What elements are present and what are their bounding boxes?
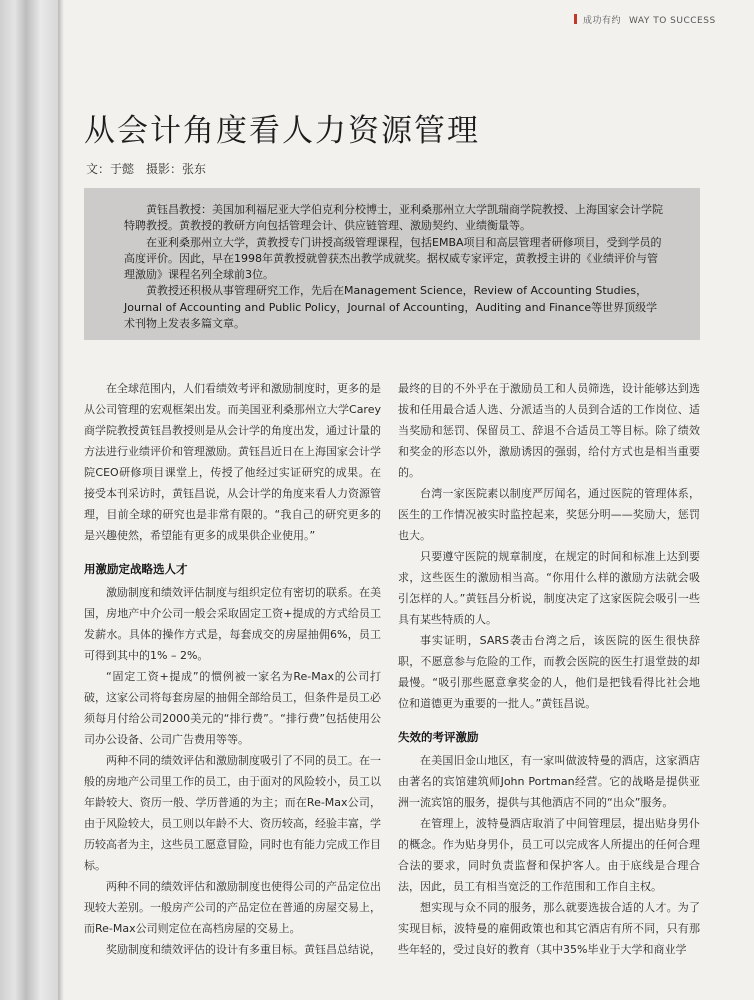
body-paragraph: 在管理上，波特曼酒店取消了中间管理层，提出贴身男仆的概念。作为贴身男仆，员工可以完成客人所提出的任何合理合法的要求，同时负责监督和保护客人。由于底线是合理合法，因此，员工有相当宽泛的工作范围和工作自主权。 [398, 817, 700, 893]
page-fold [58, 0, 64, 1000]
bio-paragraph: 黄教授还积极从事管理研究工作，先后在Management Science，Review of Accounting Studies，Journal of Accounting and Public Policy，Journal of Accounting，Auditing and Finance等世界顶级学术刊物上发表多篇文章。 [124, 284, 658, 331]
section-name-en: WAY TO SUCCESS [629, 16, 716, 26]
author-bio-box [84, 188, 700, 340]
section-name-cn: 成功有约 [583, 16, 622, 26]
body-paragraph: “固定工资+提成”的惯例被一家名为Re-Max的公司打破，这家公司将每套房屋的抽佣全部给员工，但条件是员工必须每月付给公司2000美元的“排行费”。“排行费”包括使用公司办公设备、公司广告费用等等。 [84, 670, 381, 746]
bio-paragraph: 黄钰昌教授：美国加利福尼亚大学伯克利分校博士，亚利桑那州立大学凯瑞商学院教授、上海国家会计学院特聘教授。黄教授的教研方向包括管理会计、供应链管理、激励契约、业绩衡量等。 [124, 203, 663, 233]
body-paragraph: 只要遵守医院的规章制度，在规定的时间和标准上达到要求，这些医生的激励相当高。“你用什么样的激励方法就会吸引怎样的人。”黄钰昌分析说，制度决定了这家医院会吸引一些具有某些特质的人。 [398, 550, 700, 626]
body-paragraph: 最终的目的不外乎在于激励员工和人员筛选，设计能够达到选拔和任用最合适人选、分派适当的人员到合适的工作岗位、适当奖励和惩罚、保留员工、辞退不合适员工等目标。除了绩效和奖金的形态以外，激励诱因的强弱，给付方式也是相当重要的。 [398, 382, 700, 479]
section-heading: 失效的考评激励 [398, 730, 479, 744]
body-paragraph: 激励制度和绩效评估制度与组织定位有密切的联系。在美国，房地产中介公司一般会采取固定工资+提成的方式给员工发薪水。具体的操作方式是，每套成交的房屋抽佣6%，员工可得到其中的1% – 2%。 [84, 586, 381, 662]
section-marker-bar [574, 14, 577, 24]
body-paragraph: 奖励制度和绩效评估的设计有多重目标。黄钰昌总结说， [106, 943, 381, 956]
byline [86, 160, 218, 177]
body-paragraph: 想实现与众不同的服务，那么就要选拔合适的人才。为了实现目标，波特曼的雇佣政策也和其它酒店有所不同，只有那些年轻的，受过良好的教育（其中35%毕业于大学和商业学 [398, 901, 700, 956]
article-title: 从会计角度看人力资源管理 [84, 113, 480, 149]
photographer: 摄影：张东 [146, 162, 207, 176]
body-paragraph: 在美国旧金山地区，有一家叫做波特曼的酒店，这家酒店由著名的宾馆建筑师John Portman经营。它的战略是提供亚洲一流宾馆的服务，提供与其他酒店不同的“出众”服务。 [398, 754, 700, 809]
section-header [574, 13, 716, 26]
right-column [398, 378, 700, 960]
left-column [84, 378, 381, 960]
body-paragraph: 两种不同的绩效评估和激励制度也使得公司的产品定位出现较大差别。一般房产公司的产品定位在普通的房屋交易上，而Re-Max公司则定位在高档房屋的交易上。 [84, 880, 381, 935]
bio-paragraph: 在亚利桑那州立大学，黄教授专门讲授高级管理课程，包括EMBA项目和高层管理者研修项目，受到学员的高度评价。因此，早在1998年黄教授就曾获杰出教学成就奖。据权威专家评定，黄教授主讲的《业绩评价与管理激励》课程名列全球前3位。 [124, 235, 662, 282]
magazine-spine-shadow [0, 0, 58, 1000]
body-paragraph: 台湾一家医院素以制度严厉闻名，通过医院的管理体系，医生的工作情况被实时监控起来，奖惩分明——奖励大，惩罚也大。 [398, 487, 700, 542]
author: 文：于懿 [86, 162, 135, 176]
body-paragraph: 事实证明，SARS袭击台湾之后，该医院的医生很快辞职，不愿意参与危险的工作，而教会医院的医生打退堂鼓的却最慢。“吸引那些愿意拿奖金的人，他们是把钱看得比社会地位和道德更为重要的一批人。”黄钰昌说。 [398, 634, 700, 710]
section-heading: 用激励定战略选人才 [84, 562, 188, 576]
body-paragraph: 两种不同的绩效评估和激励制度吸引了不同的员工。在一般的房地产公司里工作的员工，由于面对的风险较小，员工以年龄较大、资历一般、学历普通的为主；而在Re-Max公司，由于风险较大，员工则以年龄不大、资历较高，经验丰富，学历较高者为主，这些员工愿意冒险，同时也有能力完成工作目标。 [84, 754, 381, 872]
intro-paragraph: 在全球范围内，人们看绩效考评和激励制度时，更多的是从公司管理的宏观框架出发。而美国亚利桑那州立大学Carey商学院教授黄钰昌教授则是从会计学的角度出发，通过计量的方法进行业绩评价和管理激励。黄钰昌近日在上海国家会计学院CEO研修项目课堂上，传授了他经过实证研究的成果。在接受本刊采访时，黄钰昌说，从会计学的角度来看人力资源管理，目前全球的研究也是非常有限的。“我自己的研究更多的是兴趣使然，希望能有更多的成果供企业使用。” [84, 382, 381, 542]
